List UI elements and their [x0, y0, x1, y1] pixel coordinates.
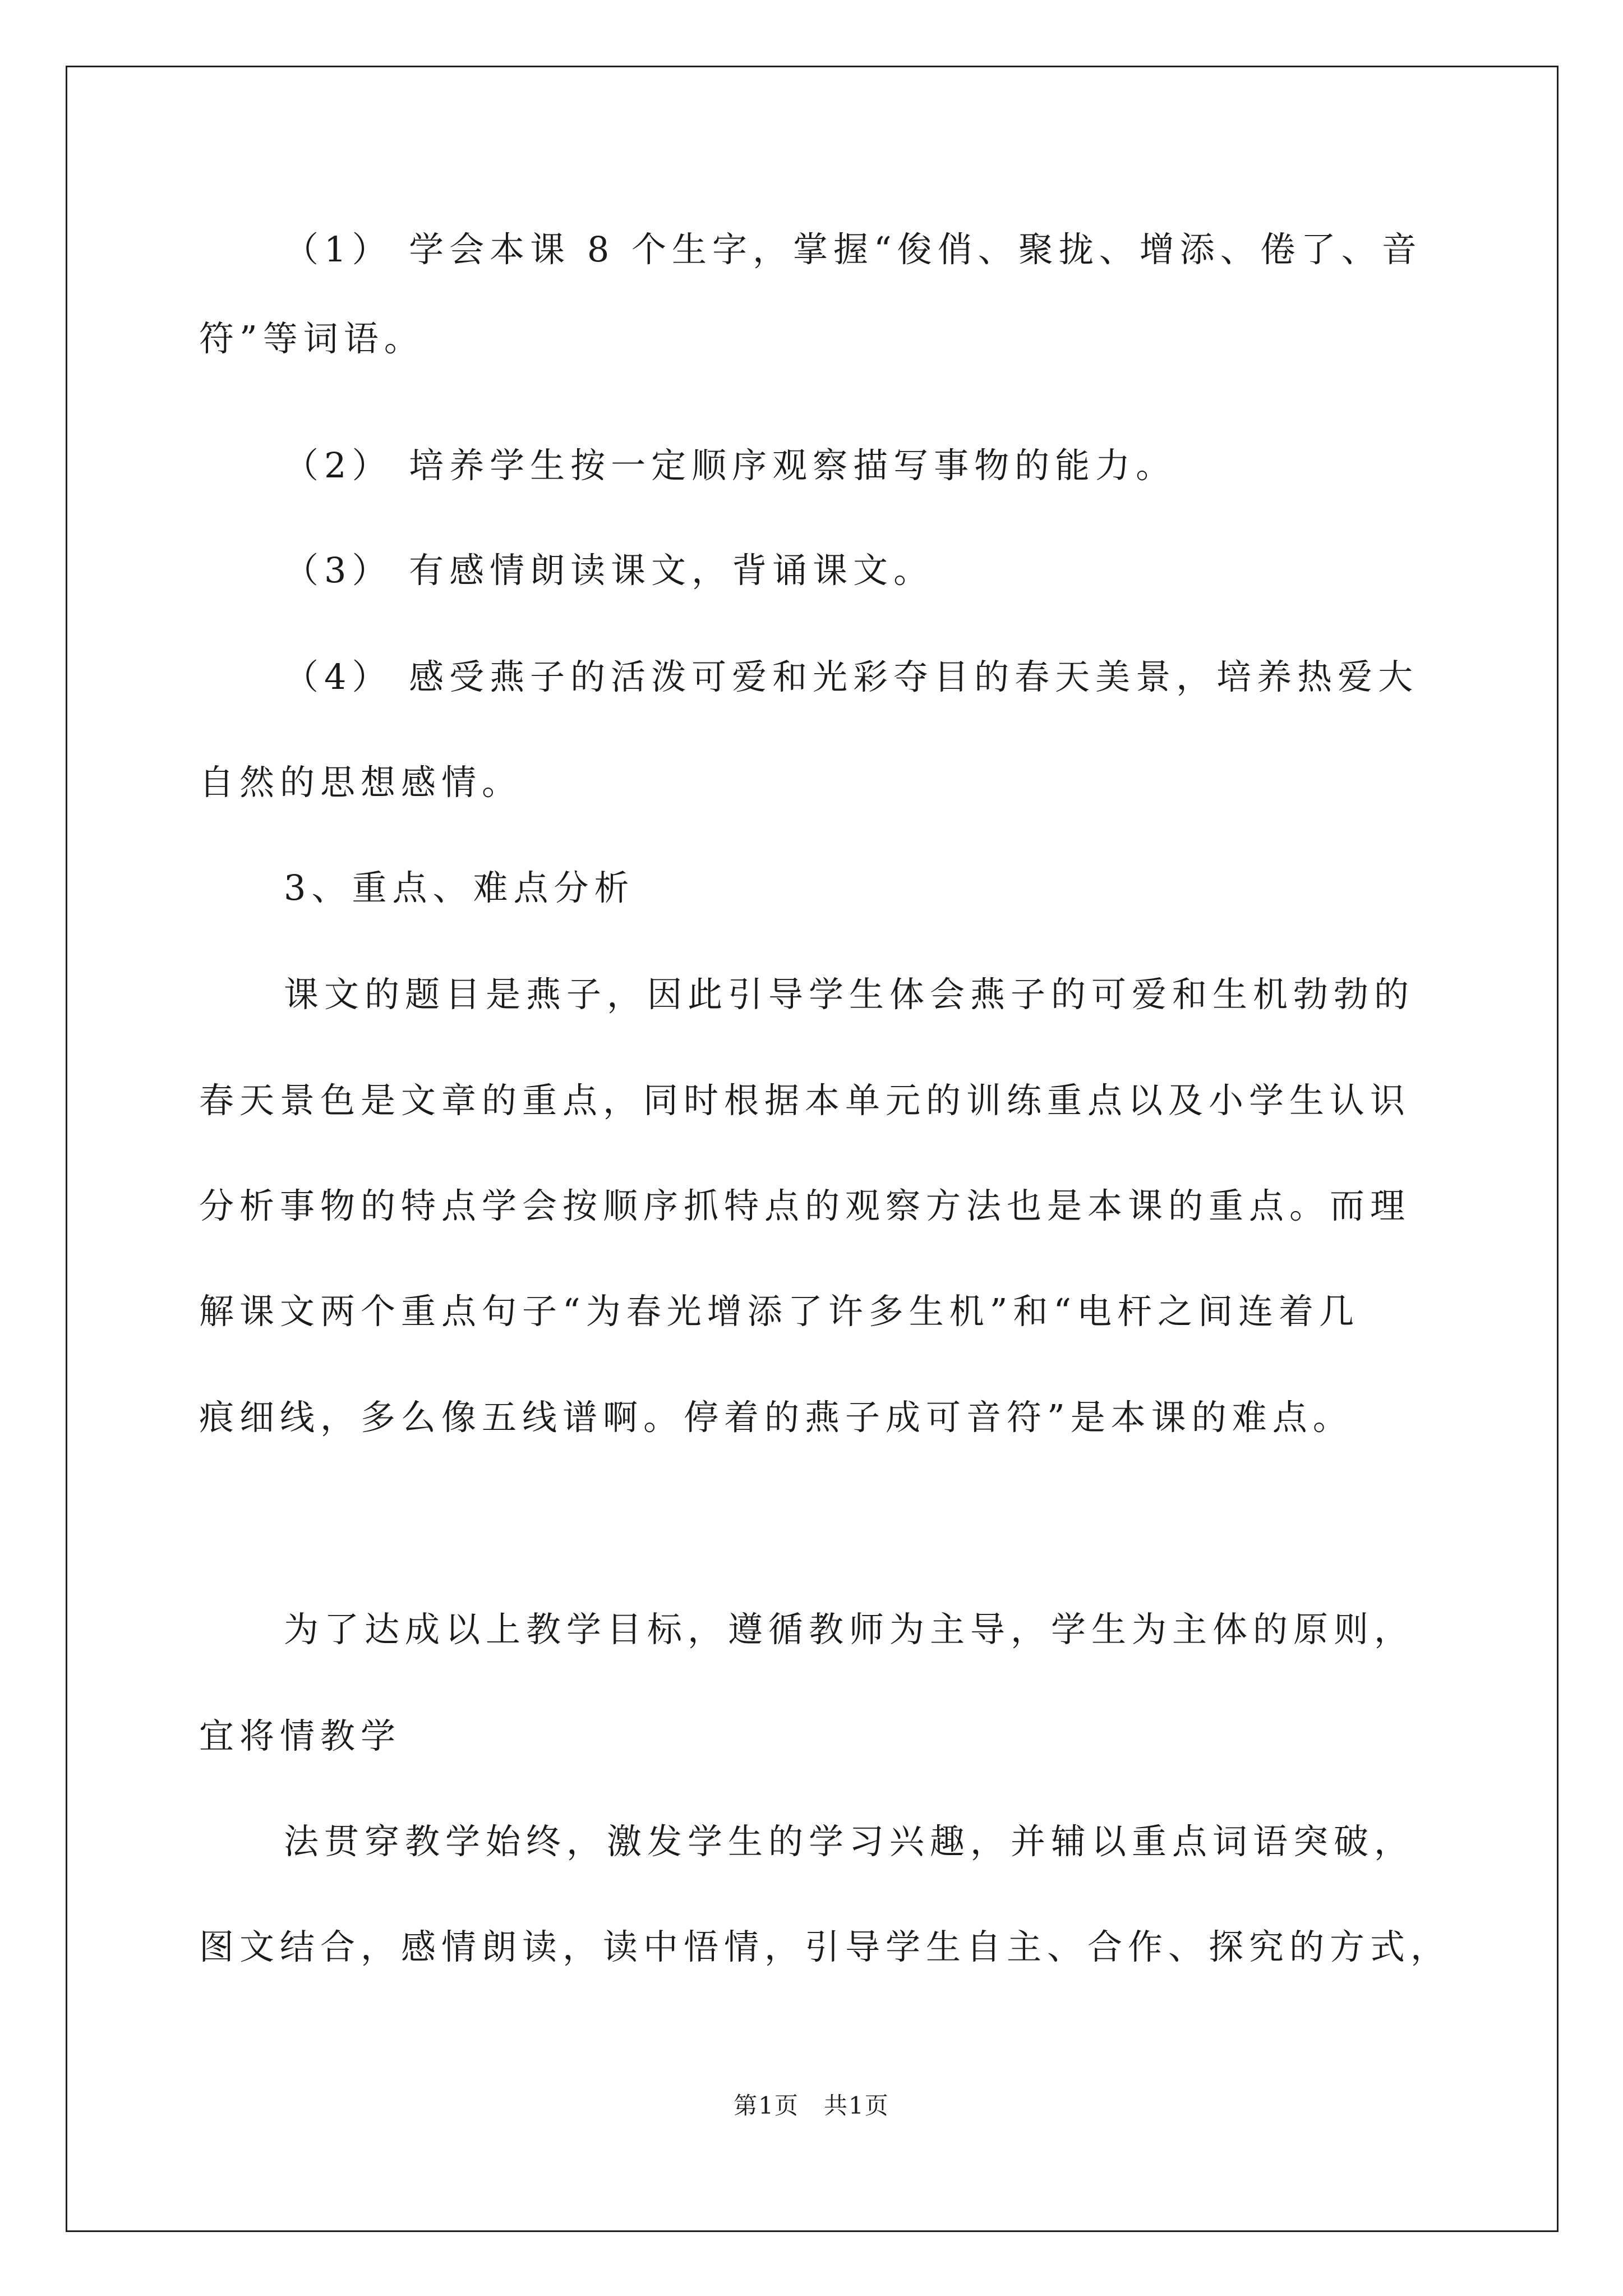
analysis-line-1: 课文的题目是燕子，因此引导学生体会燕子的可爱和生机勃勃的 — [284, 974, 1415, 1015]
analysis-line-5: 痕细线，多么像五线谱啊。停着的燕子成可音符”是本课的难点。 — [199, 1397, 1353, 1438]
page-border — [66, 66, 1559, 2232]
analysis-line-4: 解课文两个重点句子“为春光增添了许多生机”和“电杆之间连着几 — [199, 1291, 1360, 1332]
method-line-3: 法贯穿教学始终，激发学生的学习兴趣，并辅以重点词语突破， — [284, 1821, 1415, 1862]
objective-2: （2） 培养学生按一定顺序观察描写事物的能力。 — [284, 445, 1177, 486]
method-line-2: 宜将情教学 — [199, 1715, 402, 1756]
method-line-4: 图文结合，感情朗读，读中悟情，引导学生自主、合作、探究的方式， — [199, 1926, 1451, 1967]
method-line-1: 为了达成以上教学目标，遵循教师为主导，学生为主体的原则， — [284, 1609, 1415, 1650]
objective-1-line-2: 符”等词语。 — [199, 318, 425, 359]
objective-1-line-1: （1） 学会本课 8 个生字，掌握“俊俏、聚拢、增添、倦了、音 — [284, 229, 1422, 270]
objective-4-line-2: 自然的思想感情。 — [199, 762, 523, 803]
analysis-line-3: 分析事物的特点学会按顺序抓特点的观察方法也是本课的重点。而理 — [199, 1185, 1411, 1226]
objective-4-line-1: （4） 感受燕子的活泼可爱和光彩夺目的春天美景，培养热爱大 — [284, 656, 1419, 697]
page-number-footer: 第1页 共1页 — [734, 2092, 889, 2119]
section-heading: 3、重点、难点分析 — [284, 867, 635, 908]
analysis-line-2: 春天景色是文章的重点，同时根据本单元的训练重点以及小学生认识 — [199, 1080, 1411, 1121]
objective-3: （3） 有感情朗读课文，背诵课文。 — [284, 550, 934, 591]
